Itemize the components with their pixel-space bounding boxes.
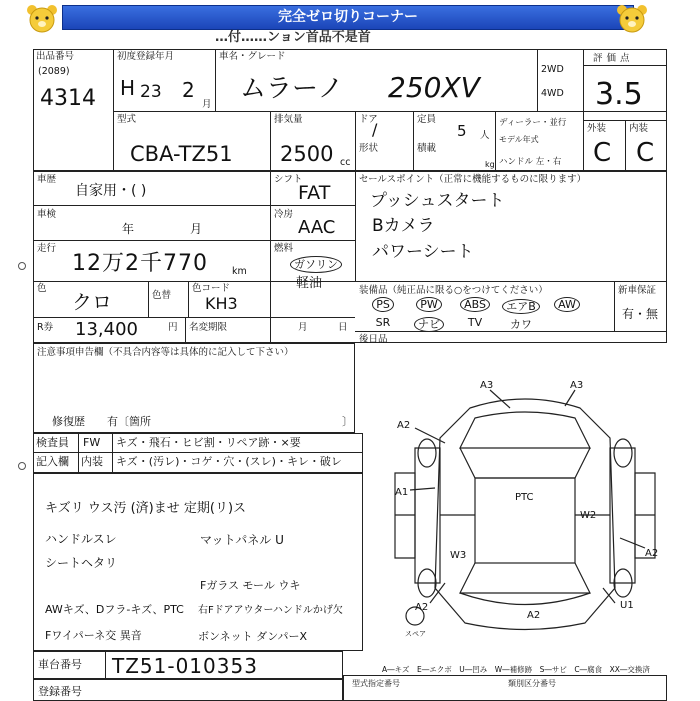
remark-line: AWキズ、Dフラ-キズ、PTC bbox=[45, 603, 184, 616]
repair-history: 修復歴 有〔箇所 bbox=[52, 415, 151, 428]
equipment-item: TV bbox=[467, 316, 483, 329]
car-name: ムラーノ bbox=[240, 74, 344, 104]
checker-fw: FW bbox=[83, 436, 101, 449]
bear-mascot-icon bbox=[22, 4, 62, 34]
equipment-label: 装備品（純正品に限る○をつけてください） bbox=[359, 285, 548, 296]
model-label: 型式 bbox=[117, 114, 137, 125]
remark-line: キズリ ウス汚 (済)ませ 定期(リ)ス bbox=[45, 501, 247, 516]
registration-era: H bbox=[120, 76, 136, 100]
warranty-value: 有・無 bbox=[622, 307, 659, 321]
history-value: 自家用・( ) bbox=[75, 183, 147, 199]
color-label: 色 bbox=[37, 283, 47, 294]
equipment-item: SR bbox=[375, 316, 391, 329]
score-value: 3.5 bbox=[595, 77, 643, 112]
equipment-item: エアB bbox=[498, 298, 544, 314]
checker-options: キズ・飛石・ヒビ割・リペア跡・×要 bbox=[116, 436, 301, 449]
sales-point-3: パワーシート bbox=[372, 242, 474, 262]
interior-grade: C bbox=[636, 138, 655, 168]
svg-text:A2: A2 bbox=[397, 420, 411, 431]
score-label: 評価点 bbox=[593, 53, 634, 64]
svg-text:A2: A2 bbox=[645, 548, 659, 559]
exterior-grade: C bbox=[593, 138, 612, 168]
inspection-month: 月 bbox=[190, 222, 203, 236]
sales-point-2: Bカメラ bbox=[372, 216, 435, 236]
sheet-title: …付……ンョン首品不是首 bbox=[215, 30, 371, 45]
lot-label: 出品番号 bbox=[36, 51, 75, 62]
car-name-label: 車名・グレード bbox=[219, 51, 286, 62]
entry-label: 記入欄 bbox=[36, 455, 69, 468]
drive-2wd: 2WD bbox=[541, 64, 564, 75]
entry-sub: 内装 bbox=[81, 455, 103, 468]
lot-number: 4314 bbox=[40, 86, 96, 111]
capacity-unit: 人 bbox=[480, 130, 490, 141]
model-year-label: モデル年式 bbox=[499, 135, 539, 144]
history-label: 車歴 bbox=[37, 174, 57, 185]
notes-label: 注意事項申告欄（不具合内容等は具体的に記入して下さい） bbox=[37, 347, 294, 358]
svg-text:A3: A3 bbox=[480, 380, 494, 391]
inspection-year: 年 bbox=[122, 222, 135, 236]
interior-label: 内装 bbox=[629, 123, 649, 134]
inspection-label: 車検 bbox=[37, 209, 57, 220]
equipment-item: カワ bbox=[510, 318, 532, 331]
capacity-value: 5 bbox=[457, 122, 467, 140]
sales-point-1: プッシュスタート bbox=[370, 191, 505, 211]
mileage-value: 12万2千770 bbox=[72, 251, 208, 276]
shape-label: 形状 bbox=[359, 143, 379, 154]
registration-number-label: 登録番号 bbox=[38, 685, 82, 698]
lot-sub: (2089) bbox=[38, 66, 70, 77]
expiry-label: 名変期限 bbox=[189, 322, 228, 333]
equipment-item: AW bbox=[544, 298, 590, 314]
equipment-row-2 bbox=[360, 316, 544, 332]
equipment-row-1 bbox=[360, 298, 590, 314]
shift-value: FAT bbox=[298, 182, 331, 204]
exterior-label: 外装 bbox=[587, 123, 607, 134]
svg-text:A2: A2 bbox=[415, 602, 429, 613]
drive-4wd: 4WD bbox=[541, 88, 564, 99]
handle-label: ハンドル 左・右 bbox=[499, 157, 562, 167]
checker-label: 検査員 bbox=[36, 436, 69, 449]
remark-line: ボンネット ダンパーX bbox=[198, 630, 308, 643]
expiry-month: 月 bbox=[298, 322, 308, 333]
remark-line: Fガラス モール ウキ bbox=[200, 579, 301, 592]
aircon-value: AAC bbox=[298, 217, 336, 238]
remark-line: マットパネル U bbox=[200, 533, 284, 547]
svg-text:A1: A1 bbox=[395, 487, 409, 498]
color-code-label: 色コード bbox=[192, 283, 231, 294]
color-change-label: 色替 bbox=[152, 290, 172, 301]
sales-point-label: セールスポイント（正常に機能するものに限ります） bbox=[359, 174, 587, 185]
aircon-label: 冷房 bbox=[274, 209, 294, 220]
corner-banner: 完全ゼロ切りコーナー bbox=[62, 5, 634, 30]
svg-text:A3: A3 bbox=[570, 380, 584, 391]
svg-text:A2: A2 bbox=[527, 610, 541, 621]
repair-end: 〕 bbox=[342, 415, 353, 428]
recycle-label: R券 bbox=[37, 322, 54, 333]
recycle-value: 13,400 bbox=[75, 319, 138, 340]
load-label: 積載 bbox=[417, 143, 437, 154]
equipment-item: PW bbox=[406, 298, 452, 314]
doors-value: / bbox=[372, 120, 378, 139]
car-grade: 250XV bbox=[388, 71, 480, 104]
warranty-label: 新車保証 bbox=[618, 285, 657, 296]
color-value: クロ bbox=[72, 290, 112, 314]
model-value: CBA-TZ51 bbox=[130, 142, 233, 166]
doors-label: ドア bbox=[359, 114, 378, 125]
chassis-number: TZ51-010353 bbox=[112, 654, 258, 678]
recycle-unit: 円 bbox=[168, 322, 178, 333]
remark-line: シートヘタリ bbox=[45, 556, 118, 570]
binding-hole bbox=[18, 262, 26, 270]
registration-month-unit: 月 bbox=[202, 99, 212, 110]
equipment-item: PS bbox=[360, 298, 406, 314]
registration-month: 2 bbox=[182, 78, 195, 102]
footer-cert2: 類別区分番号 bbox=[508, 679, 556, 688]
equipment-item: ナビ bbox=[406, 316, 452, 332]
fuel-gasoline: ガソリン bbox=[290, 256, 342, 273]
fuel-label: 燃料 bbox=[274, 243, 294, 254]
svg-text:PTC: PTC bbox=[515, 492, 534, 503]
damage-legend: A―キズ E―エクボ U―凹み W―補修跡 S―サビ C―腐食 XX―交換済 bbox=[382, 665, 650, 674]
registration-label: 初度登録年月 bbox=[117, 51, 175, 62]
mileage-unit: km bbox=[232, 266, 247, 277]
svg-text:U1: U1 bbox=[620, 600, 634, 611]
capacity-label: 定員 bbox=[417, 114, 437, 125]
expiry-day: 日 bbox=[338, 322, 348, 333]
svg-text:スペア: スペア bbox=[405, 630, 426, 638]
footer-cert: 型式指定番号 bbox=[352, 679, 400, 688]
displacement-label: 排気量 bbox=[274, 114, 303, 125]
remark-line: ハンドルスレ bbox=[45, 532, 117, 546]
displacement-unit: cc bbox=[340, 157, 351, 168]
top-grid bbox=[33, 49, 667, 171]
svg-text:W2: W2 bbox=[580, 510, 597, 521]
load-unit: kg bbox=[485, 160, 495, 169]
fuel-diesel: 軽油 bbox=[296, 276, 323, 291]
after-seat-label: 後日品 bbox=[359, 334, 388, 345]
bear-mascot-icon bbox=[612, 4, 652, 34]
color-code: KH3 bbox=[205, 294, 238, 313]
shift-label: シフト bbox=[274, 174, 303, 185]
registration-year: 23 bbox=[140, 82, 162, 102]
dealer-label: ディーラー・並行 bbox=[499, 118, 567, 128]
displacement-value: 2500 bbox=[280, 142, 334, 166]
entry-options: キズ・(汚レ)・コゲ・穴・(スレ)・キレ・破レ bbox=[116, 455, 342, 468]
mileage-label: 走行 bbox=[37, 243, 57, 254]
remark-line: 右Fドアアウターハンドルかげ欠 bbox=[198, 605, 343, 616]
remark-line: Fワイパーネ交 異音 bbox=[45, 629, 142, 642]
car-damage-diagram bbox=[375, 378, 675, 648]
chassis-label: 車台番号 bbox=[38, 658, 82, 671]
equipment-item: ABS bbox=[452, 298, 498, 314]
svg-text:W3: W3 bbox=[450, 550, 467, 561]
binding-hole bbox=[18, 462, 26, 470]
